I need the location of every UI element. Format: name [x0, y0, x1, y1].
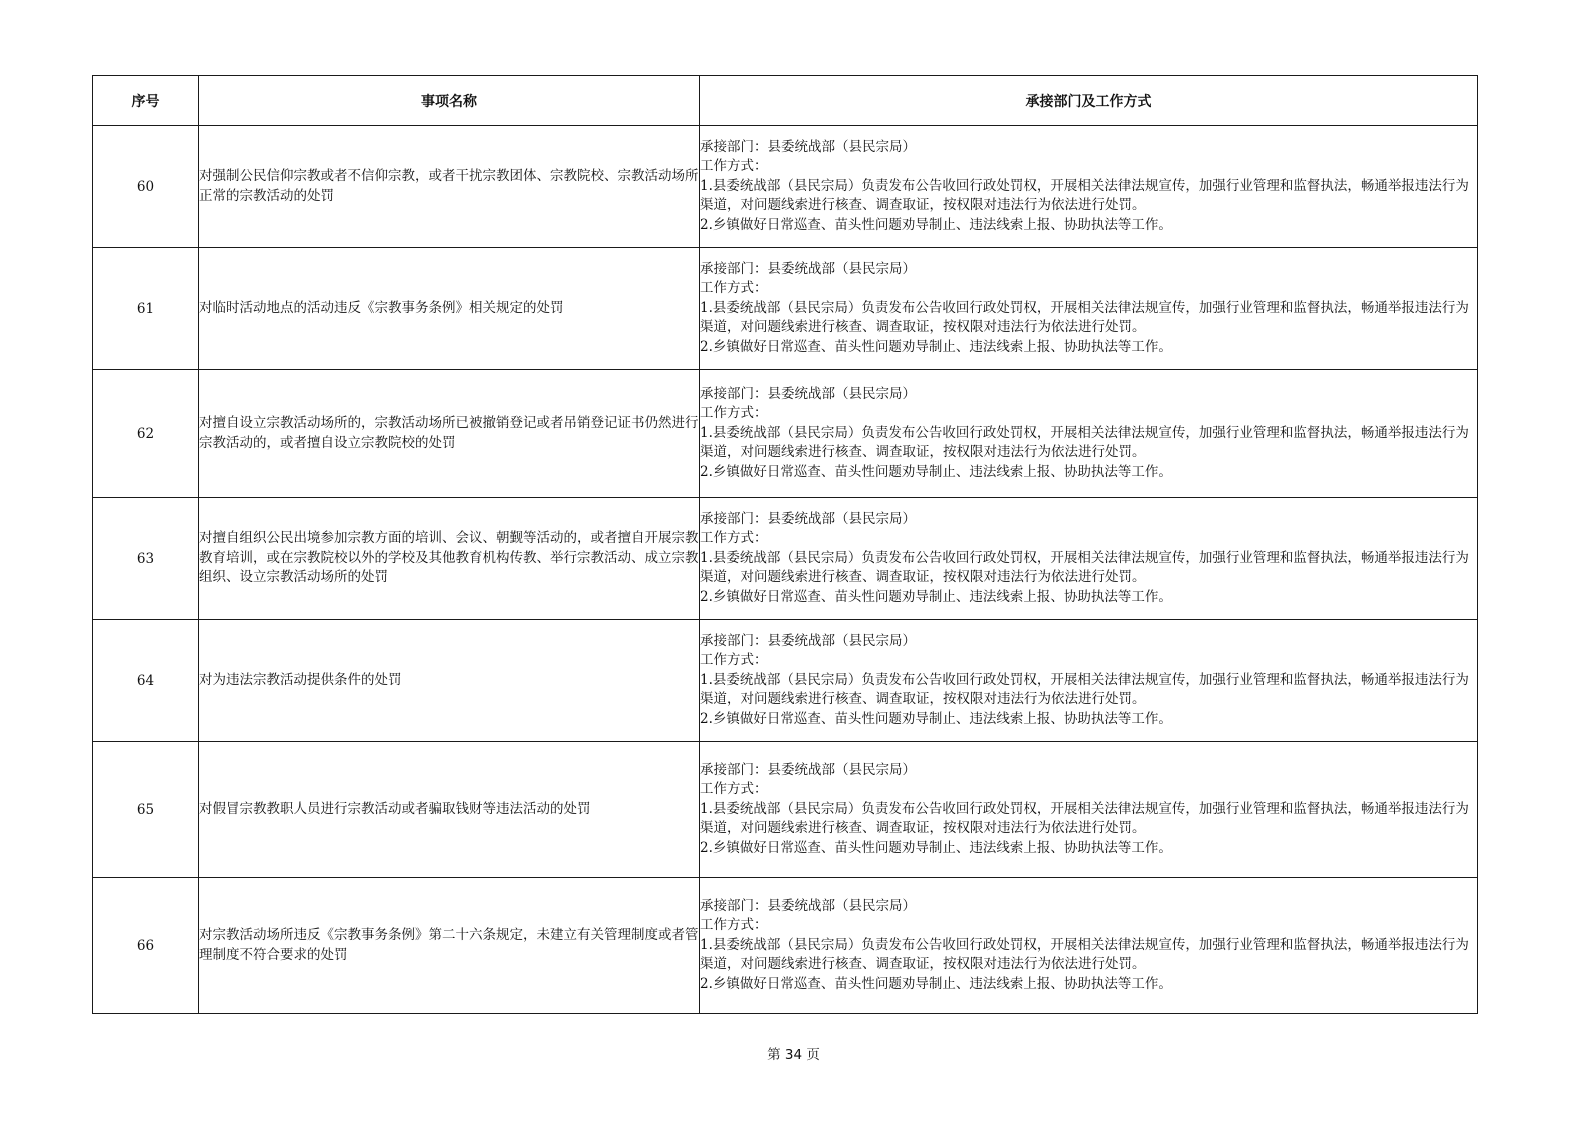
dept-line: 承接部门：县委统战部（县民宗局） [700, 632, 916, 649]
header-seq: 序号 [93, 76, 199, 126]
method-label: 工作方式： [700, 280, 768, 297]
row-method [700, 620, 1478, 742]
table-row [93, 370, 1478, 498]
page-number: 第 34 页 [767, 1047, 820, 1063]
row-method [700, 878, 1478, 1014]
row-item-name: 对强制公民信仰宗教或者不信仰宗教，或者干扰宗教团体、宗教院校、宗教活动场所正常的宗教活动的处罚 [199, 126, 700, 248]
table-header-row [93, 76, 1478, 126]
items-table [92, 75, 1478, 1014]
row-seq: 63 [93, 498, 199, 620]
row-item-name: 对为违法宗教活动提供条件的处罚 [199, 620, 700, 742]
method-label: 工作方式： [700, 530, 768, 547]
dept-line: 承接部门：县委统战部（县民宗局） [700, 897, 916, 914]
header-name: 事项名称 [199, 76, 700, 126]
dept-line: 承接部门：县委统战部（县民宗局） [700, 260, 916, 277]
table-row [93, 126, 1478, 248]
method-step-1: 1.县委统战部（县民宗局）负责发布公告收回行政处罚权，开展相关法律法规宣传，加强行业管理和监督执法，畅通举报违法行为渠道，对问题线索进行核查、调查取证，按权限对违法行为依法进行处罚。 [700, 800, 1469, 837]
row-item-name: 对擅自组织公民出境参加宗教方面的培训、会议、朝觐等活动的，或者擅自开展宗教教育培训，或在宗教院校以外的学校及其他教育机构传教、举行宗教活动、成立宗教组织、设立宗教活动场所的处罚 [199, 498, 700, 620]
method-step-1: 1.县委统战部（县民宗局）负责发布公告收回行政处罚权，开展相关法律法规宣传，加强行业管理和监督执法，畅通举报违法行为渠道，对问题线索进行核查、调查取证，按权限对违法行为依法进行处罚。 [700, 549, 1469, 586]
row-seq: 65 [93, 742, 199, 878]
method-step-1: 1.县委统战部（县民宗局）负责发布公告收回行政处罚权，开展相关法律法规宣传，加强行业管理和监督执法，畅通举报违法行为渠道，对问题线索进行核查、调查取证，按权限对违法行为依法进行处罚。 [700, 177, 1469, 214]
method-label: 工作方式： [700, 652, 768, 669]
table-row [93, 248, 1478, 370]
method-step-1: 1.县委统战部（县民宗局）负责发布公告收回行政处罚权，开展相关法律法规宣传，加强行业管理和监督执法，畅通举报违法行为渠道，对问题线索进行核查、调查取证，按权限对违法行为依法进行处罚。 [700, 299, 1469, 336]
dept-line: 承接部门：县委统战部（县民宗局） [700, 761, 916, 778]
row-method [700, 248, 1478, 370]
row-method [700, 370, 1478, 498]
row-seq: 64 [93, 620, 199, 742]
row-method [700, 742, 1478, 878]
row-seq: 66 [93, 878, 199, 1014]
method-label: 工作方式： [700, 917, 768, 934]
table-row [93, 620, 1478, 742]
row-item-name: 对临时活动地点的活动违反《宗教事务条例》相关规定的处罚 [199, 248, 700, 370]
row-seq: 60 [93, 126, 199, 248]
row-seq: 61 [93, 248, 199, 370]
dept-line: 承接部门：县委统战部（县民宗局） [700, 138, 916, 155]
table-row [93, 878, 1478, 1014]
method-label: 工作方式： [700, 781, 768, 798]
method-step-1: 1.县委统战部（县民宗局）负责发布公告收回行政处罚权，开展相关法律法规宣传，加强行业管理和监督执法，畅通举报违法行为渠道，对问题线索进行核查、调查取证，按权限对违法行为依法进行处罚。 [700, 671, 1469, 708]
header-dept: 承接部门及工作方式 [700, 76, 1478, 126]
dept-line: 承接部门：县委统战部（县民宗局） [700, 510, 916, 527]
dept-line: 承接部门：县委统战部（县民宗局） [700, 385, 916, 402]
row-item-name: 对假冒宗教教职人员进行宗教活动或者骗取钱财等违法活动的处罚 [199, 742, 700, 878]
method-step-2: 2.乡镇做好日常巡查、苗头性问题劝导制止、违法线索上报、协助执法等工作。 [700, 216, 1172, 233]
method-step-2: 2.乡镇做好日常巡查、苗头性问题劝导制止、违法线索上报、协助执法等工作。 [700, 975, 1172, 992]
table-row [93, 742, 1478, 878]
method-label: 工作方式： [700, 405, 768, 422]
row-item-name: 对宗教活动场所违反《宗教事务条例》第二十六条规定，未建立有关管理制度或者管理制度不符合要求的处罚 [199, 878, 700, 1014]
row-method [700, 126, 1478, 248]
method-step-1: 1.县委统战部（县民宗局）负责发布公告收回行政处罚权，开展相关法律法规宣传，加强行业管理和监督执法，畅通举报违法行为渠道，对问题线索进行核查、调查取证，按权限对违法行为依法进行处罚。 [700, 424, 1469, 461]
method-step-1: 1.县委统战部（县民宗局）负责发布公告收回行政处罚权，开展相关法律法规宣传，加强行业管理和监督执法，畅通举报违法行为渠道，对问题线索进行核查、调查取证，按权限对违法行为依法进行处罚。 [700, 936, 1469, 973]
row-method [700, 498, 1478, 620]
method-step-2: 2.乡镇做好日常巡查、苗头性问题劝导制止、违法线索上报、协助执法等工作。 [700, 463, 1172, 480]
table-row [93, 498, 1478, 620]
method-step-2: 2.乡镇做好日常巡查、苗头性问题劝导制止、违法线索上报、协助执法等工作。 [700, 710, 1172, 727]
method-step-2: 2.乡镇做好日常巡查、苗头性问题劝导制止、违法线索上报、协助执法等工作。 [700, 588, 1172, 605]
method-label: 工作方式： [700, 158, 768, 175]
method-step-2: 2.乡镇做好日常巡查、苗头性问题劝导制止、违法线索上报、协助执法等工作。 [700, 338, 1172, 355]
method-step-2: 2.乡镇做好日常巡查、苗头性问题劝导制止、违法线索上报、协助执法等工作。 [700, 839, 1172, 856]
row-item-name: 对擅自设立宗教活动场所的，宗教活动场所已被撤销登记或者吊销登记证书仍然进行宗教活动的，或者擅自设立宗教院校的处罚 [199, 370, 700, 498]
row-seq: 62 [93, 370, 199, 498]
